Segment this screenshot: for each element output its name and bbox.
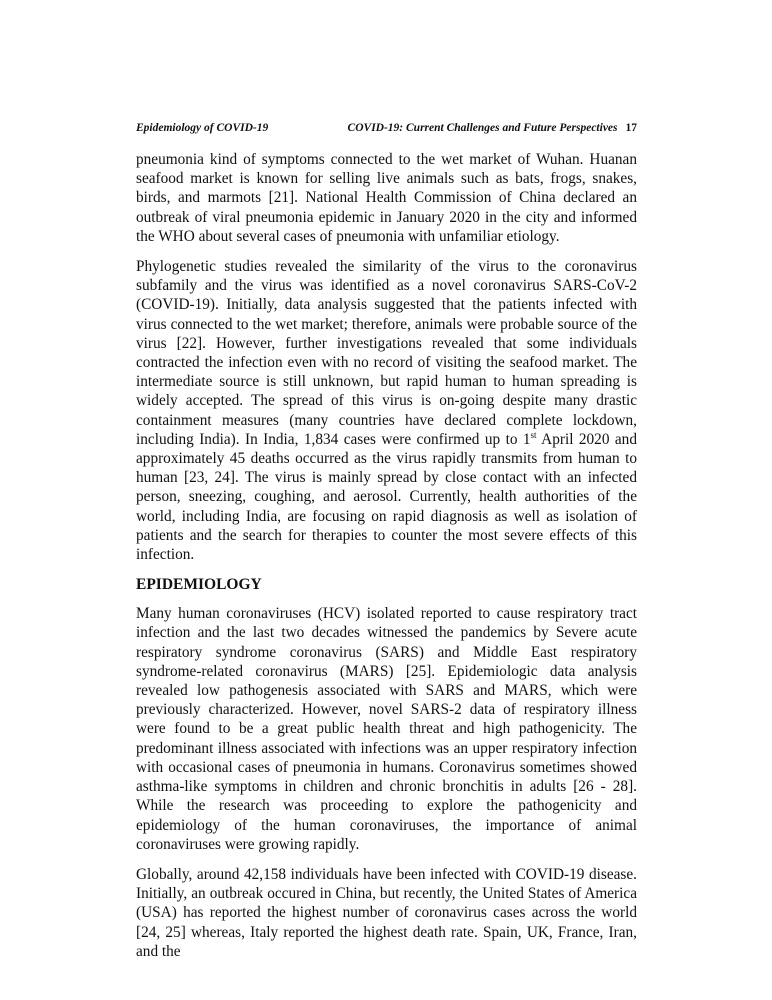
paragraph-2-text-a: Phylogenetic studies revealed the similarity of the virus to the coronavirus subfamily and the virus was identified as a novel coronavirus SARS-CoV-2 (COVID-19). Initially, data analysis suggested that the patients infected with virus connected to the wet market; therefore, animals were probable source of the virus [22]. However, further investigations revealed that some individuals contracted the infection even with no record of visiting the seafood market. The intermediate source is still unknown, but rapid human to human spreading is widely accepted. The spread of this virus is on-going despite many drastic containment measures (many countries have declared complete lockdown, including India). In India, 1,834 cases were confirmed up to 1 [136,258,637,448]
document-page [136,118,637,961]
paragraph-4: Globally, around 42,158 individuals have been infected with COVID-19 disease. Initially, an outbreak occured in China, but recently, the United States of America (USA) has reported the highest number of coronavirus cases across the world [24, 25] whereas, Italy reported the highest death rate. Spain, UK, France, Iran, and the [136,865,637,960]
body-text [136,150,637,961]
section-heading: EPIDEMIOLOGY [136,576,262,594]
page-number: 17 [625,122,637,134]
paragraph-2 [136,257,637,564]
paragraph-1: pneumonia kind of symptoms connected to the wet market of Wuhan. Huanan seafood market is known for selling live animals such as bats, frogs, snakes, birds, and marmots [21]. National Health Commission of China declared an outbreak of viral pneumonia epidemic in January 2020 in the city and informed the WHO about several cases of pneumonia with unfamiliar etiology. [136,151,637,245]
chapter-title: Epidemiology of COVID-19 [136,122,269,134]
ordinal-superscript: st [530,429,537,440]
book-title: COVID-19: Current Challenges and Future Perspectives [347,122,618,134]
book-title-and-page [348,118,637,138]
paragraph-3: Many human coronaviruses (HCV) isolated reported to cause respiratory tract infection and the last two decades witnessed the pandemics by Severe acute respiratory syndrome coronavirus (SARS) and Middle East respiratory syndrome-related coronavirus (MARS) [25]. Epidemiologic data analysis revealed low pathogenesis associated with SARS and MARS, which were previously characterized. However, novel SARS-2 data of respiratory illness were found to be a great public health threat and high pathogenicity. The predominant illness associated with infections was an upper respiratory infection with occasional cases of pneumonia in humans. Coronavirus sometimes showed asthma-like symptoms in children and chronic bronchitis in adults [26 - 28]. While the research was proceeding to explore the pathogenicity and epidemiology of the human coronaviruses, the importance of animal coronaviruses were growing rapidly. [136,605,637,853]
running-header [136,118,637,138]
paragraph-2-text-b: April 2020 and approximately 45 deaths occurred as the virus rapidly transmits from human to human [23, 24]. The virus is mainly spread by close contact with an infected person, sneezing, coughing, and aerosol. Currently, health authorities of the world, including India, are focusing on rapid diagnosis as well as isolation of patients and the search for therapies to counter the most severe effects of this infection. [136,430,637,564]
